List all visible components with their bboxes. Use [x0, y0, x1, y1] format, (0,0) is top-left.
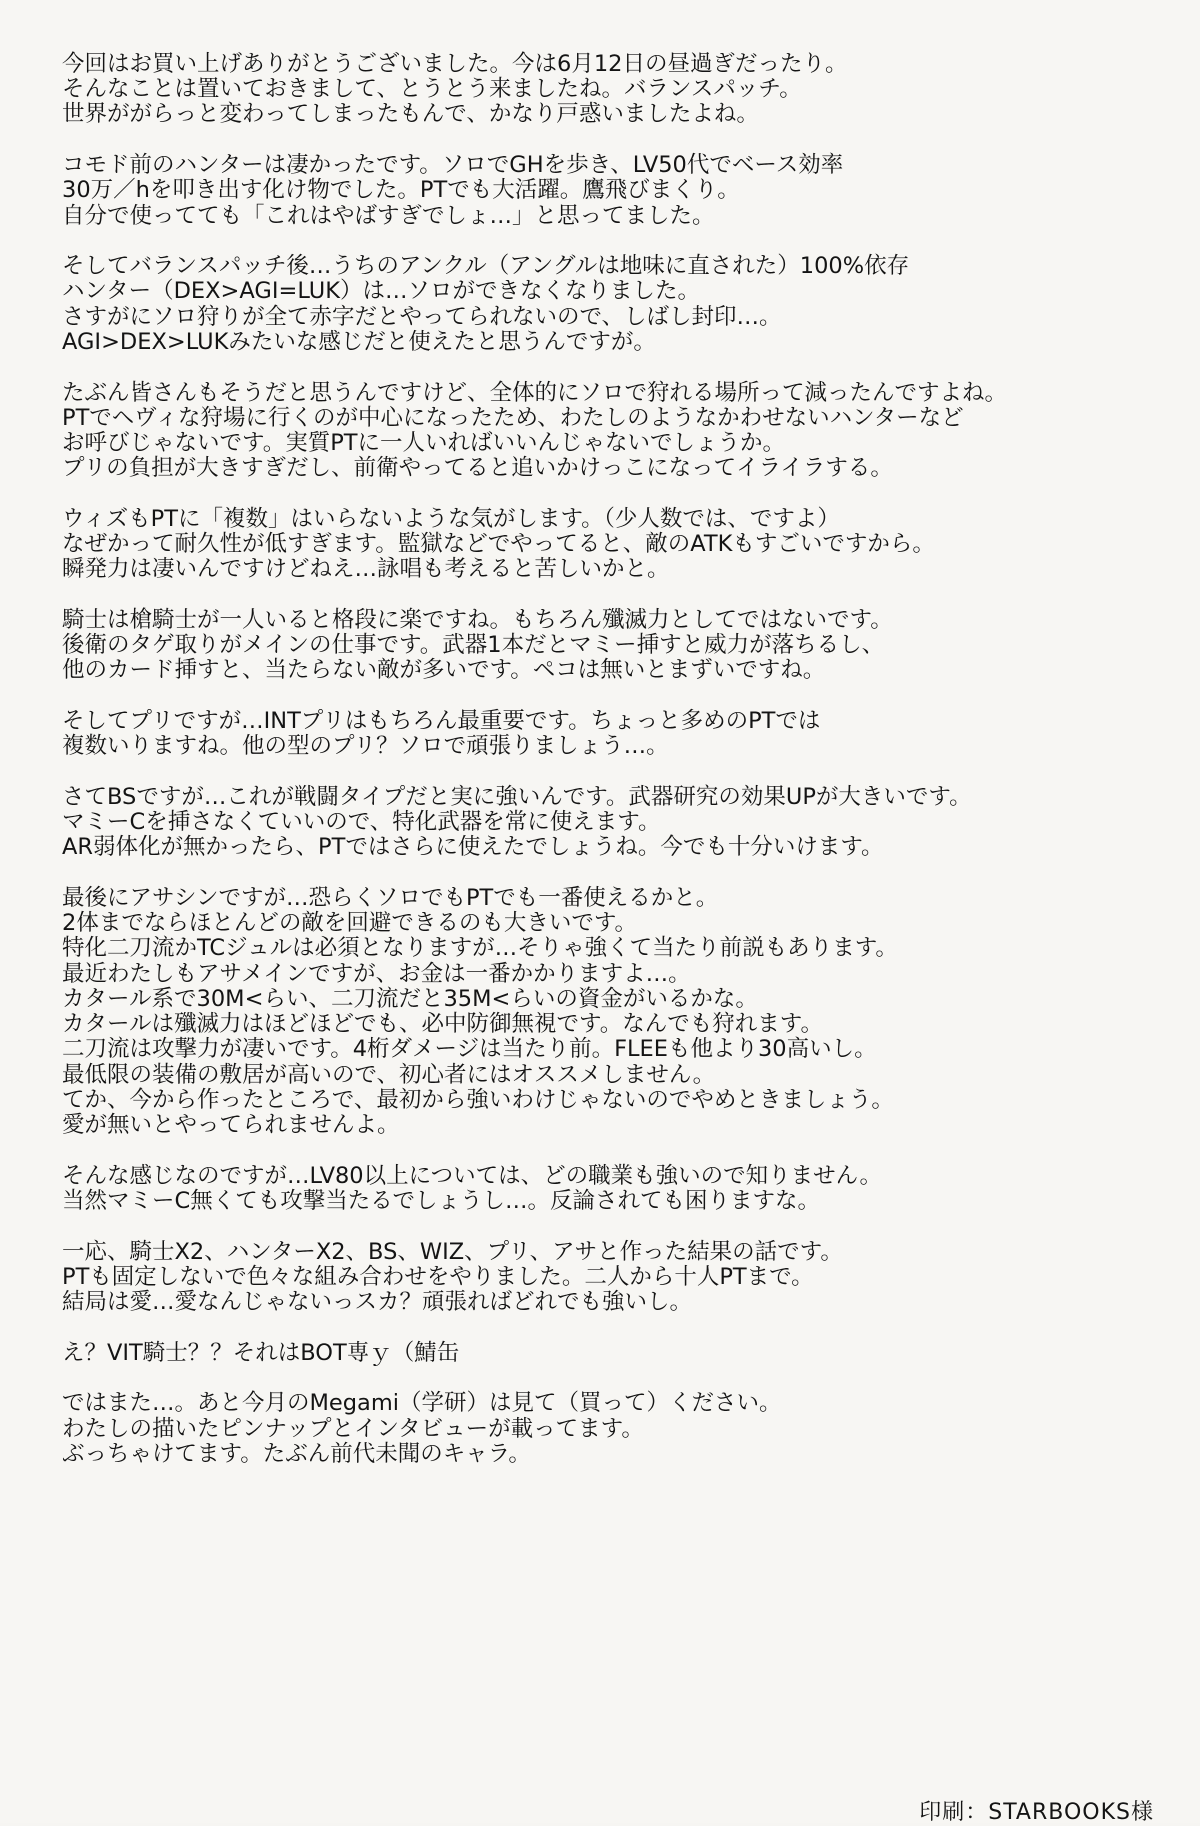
- afterword-text: [62, 52, 1172, 1492]
- paragraph: [62, 1391, 1172, 1467]
- text-line: 2体までならほとんどの敵を回避できるのも大きいです。: [62, 910, 638, 937]
- text-line: ぶっちゃけてます。たぶん前代未聞のキャラ。: [62, 1440, 531, 1467]
- text-line: ではまた…。あと今月のMegami（学研）は見て（買って）ください。: [62, 1390, 782, 1417]
- text-line: マミーCを挿さなくていいので、特化武器を常に使えます。: [62, 809, 661, 836]
- text-line: 騎士は槍騎士が一人いると格段に楽ですね。もちろん殲滅力としてではないです。: [62, 606, 893, 633]
- text-line: カタールは殲滅力はほどほどでも、必中防御無視です。なんでも狩れます。: [62, 1011, 823, 1038]
- text-line: 30万／hを叩き出す化け物でした。PTでも大活躍。鷹飛びまくり。: [62, 177, 740, 204]
- text-line: ハンター（DEX>AGI=LUK）は…ソロができなくなりました。: [62, 278, 700, 305]
- text-line: 結局は愛…愛なんじゃないっスカ？頑張ればどれでも強いし。: [62, 1288, 693, 1315]
- paragraph: [62, 254, 1172, 355]
- paragraph: [62, 1341, 1172, 1366]
- text-line: コモド前のハンターは凄かったです。ソロでGHを歩き、LV50代でベース効率: [62, 152, 844, 179]
- text-line: 愛が無いとやってられませんよ。: [62, 1111, 400, 1138]
- text-line: わたしの描いたピンナップとインタビューが載ってます。: [62, 1415, 644, 1442]
- text-line: え？VIT騎士？？それはBOT専ｙ（鯖缶: [62, 1339, 460, 1366]
- text-line: 瞬発力は凄いんですけどねえ…詠唱も考えると苦しいかと。: [62, 556, 670, 583]
- paragraph: [62, 507, 1172, 583]
- text-line: 後衛のタゲ取りがメインの仕事です。武器1本だとマミー挿すと威力が落ちるし、: [62, 632, 885, 659]
- paragraph: [62, 608, 1172, 684]
- text-line: AGI>DEX>LUKみたいな感じだと使えたと思うんですが。: [62, 328, 656, 355]
- text-line: そしてバランスパッチ後…うちのアンクル（アングルは地味に直された）100%依存: [62, 253, 910, 280]
- text-line: お呼びじゃないです。実質PTに一人いればいいんじゃないでしょうか。: [62, 429, 786, 456]
- text-line: 最低限の装備の敷居が高いので、初心者にはオススメしません。: [62, 1061, 716, 1088]
- text-line: 自分で使ってても「これはやばすぎでしょ…」と思ってました。: [62, 202, 715, 229]
- paragraph: [62, 886, 1172, 1138]
- text-line: てか、今から作ったところで、最初から強いわけじゃないのでやめときましょう。: [62, 1086, 894, 1113]
- text-line: そしてプリですが…INTプリはもちろん最重要です。ちょっと多めのPTでは: [62, 708, 821, 735]
- text-line: 世界ががらっと変わってしまったもんで、かなり戸惑いましたよね。: [62, 101, 759, 128]
- text-line: PTも固定しないで色々な組み合わせをやりました。二人から十人PTまで。: [62, 1263, 814, 1290]
- text-line: たぶん皆さんもそうだと思うんですけど、全体的にソロで狩れる場所って減ったんですよね。: [62, 379, 1008, 406]
- text-line: 特化二刀流かTCジュルは必須となりますが…そりゃ強くて当たり前説もあります。: [62, 935, 898, 962]
- paragraph: [62, 709, 1172, 759]
- paragraph: [62, 381, 1172, 482]
- text-line: さてBSですが…これが戦闘タイプだと実に強いんです。武器研究の効果UPが大きいです。: [62, 783, 972, 810]
- text-line: そんなことは置いておきまして、とうとう来ましたね。バランスパッチ。: [62, 76, 802, 103]
- paragraph: [62, 1164, 1172, 1214]
- text-line: 当然マミーC無くても攻撃当たるでしょうし…。反論されても困りますな。: [62, 1187, 820, 1214]
- text-line: 一応、騎士X2、ハンターX2、BS、WIZ、プリ、アサと作った結果の話です。: [62, 1238, 843, 1265]
- text-line: 二刀流は攻撃力が凄いです。4桁ダメージは当たり前。FLEEも他より30高いし。: [62, 1036, 877, 1063]
- printer-credit: 印刷：STARBOOKS様: [919, 1800, 1154, 1825]
- text-line: 今回はお買い上げありがとうございました。今は6月12日の昼過ぎだったり。: [62, 51, 848, 77]
- text-line: PTでヘヴィな狩場に行くのが中心になったため、わたしのようなかわせないハンターなど: [62, 404, 964, 431]
- text-line: なぜかって耐久性が低すぎます。監獄などでやってると、敵のATKもすごいですから。: [62, 531, 935, 558]
- text-line: 最後にアサシンですが…恐らくソロでもPTでも一番使えるかと。: [62, 885, 719, 912]
- text-line: 他のカード挿すと、当たらない敵が多いです。ペコは無いとまずいですね。: [62, 657, 826, 684]
- text-line: そんな感じなのですが…LV80以上については、どの職業も強いので知りません。: [62, 1162, 882, 1189]
- text-line: 複数いりますね。他の型のプリ？ソロで頑張りましょう…。: [62, 733, 669, 760]
- text-line: プリの負担が大きすぎだし、前衛やってると追いかけっこになってイライラする。: [62, 455, 893, 482]
- paragraph: [62, 52, 1172, 128]
- text-line: さすがにソロ狩りが全て赤字だとやってられないので、しばし封印…。: [62, 303, 782, 330]
- text-line: ウィズもPTに「複数」はいらないような気がします。（少人数では、ですよ）: [62, 505, 840, 532]
- paragraph: [62, 785, 1172, 861]
- paragraph: [62, 1240, 1172, 1316]
- paragraph: [62, 153, 1172, 229]
- text-line: AR弱体化が無かったら、PTではさらに使えたでしょうね。今でも十分いけます。: [62, 834, 884, 861]
- text-line: 最近わたしもアサメインですが、お金は一番かかりますよ…。: [62, 960, 691, 987]
- text-line: カタール系で30M<らい、二刀流だと35M<らいの資金がいるかな。: [62, 985, 758, 1012]
